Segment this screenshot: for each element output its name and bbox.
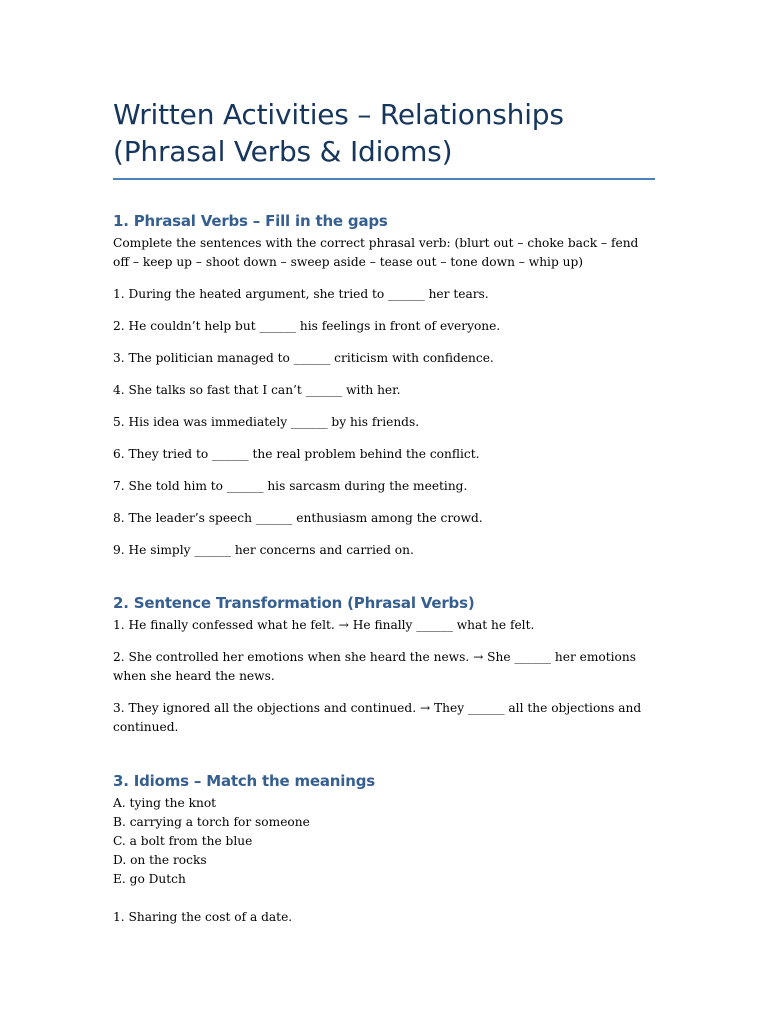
gap-fill-item: 9. He simply ______ her concerns and carried on.: [113, 543, 414, 557]
gap-fill-item: 8. The leader’s speech ______ enthusiasm among the crowd.: [113, 511, 483, 525]
section-2-items: [113, 616, 658, 737]
section-1-instructions: Complete the sentences with the correct phrasal verb: (blurt out – choke back – fend off – keep up – shoot down – sweep aside – tease out – tone down – whip up): [113, 236, 639, 269]
gap-fill-item: 2. He couldn’t help but ______ his feelings in front of everyone.: [113, 319, 501, 333]
transformation-item: 2. She controlled her emotions when she heard the news. → She ______ her emotions when she heard the news.: [113, 650, 637, 683]
section-3-heading: 3. Idioms – Match the meanings: [113, 772, 375, 790]
gap-fill-item: 6. They tried to ______ the real problem behind the conflict.: [113, 447, 480, 461]
meaning-list: [113, 908, 658, 927]
section-2-heading: 2. Sentence Transformation (Phrasal Verbs): [113, 594, 475, 612]
gap-fill-item: 1. During the heated argument, she tried to ______ her tears.: [113, 287, 489, 301]
idiom-item: B. carrying a torch for someone: [113, 815, 310, 829]
section-1-items: [113, 285, 658, 560]
idiom-item: C. a bolt from the blue: [113, 834, 253, 848]
title-divider: [113, 178, 655, 180]
title-line-1: Written Activities – Relationships: [113, 98, 564, 131]
idiom-item: A. tying the knot: [113, 796, 217, 810]
title-line-2: (Phrasal Verbs & Idioms): [113, 135, 453, 168]
idiom-item: D. on the rocks: [113, 853, 207, 867]
document-page: [113, 0, 658, 927]
gap-fill-item: 7. She told him to ______ his sarcasm during the meeting.: [113, 479, 468, 493]
idiom-list: [113, 794, 658, 889]
gap-fill-item: 5. His idea was immediately ______ by his friends.: [113, 415, 420, 429]
transformation-item: 3. They ignored all the objections and continued. → They ______ all the objections and continued.: [113, 701, 642, 734]
gap-fill-item: 3. The politician managed to ______ criticism with confidence.: [113, 351, 494, 365]
gap-fill-item: 4. She talks so fast that I can’t ______ with her.: [113, 383, 401, 397]
section-1-heading: 1. Phrasal Verbs – Fill in the gaps: [113, 212, 388, 230]
document-title: [113, 0, 658, 170]
idiom-item: E. go Dutch: [113, 872, 186, 886]
meaning-item: 1. Sharing the cost of a date.: [113, 910, 293, 924]
transformation-item: 1. He finally confessed what he felt. → He finally ______ what he felt.: [113, 618, 535, 632]
